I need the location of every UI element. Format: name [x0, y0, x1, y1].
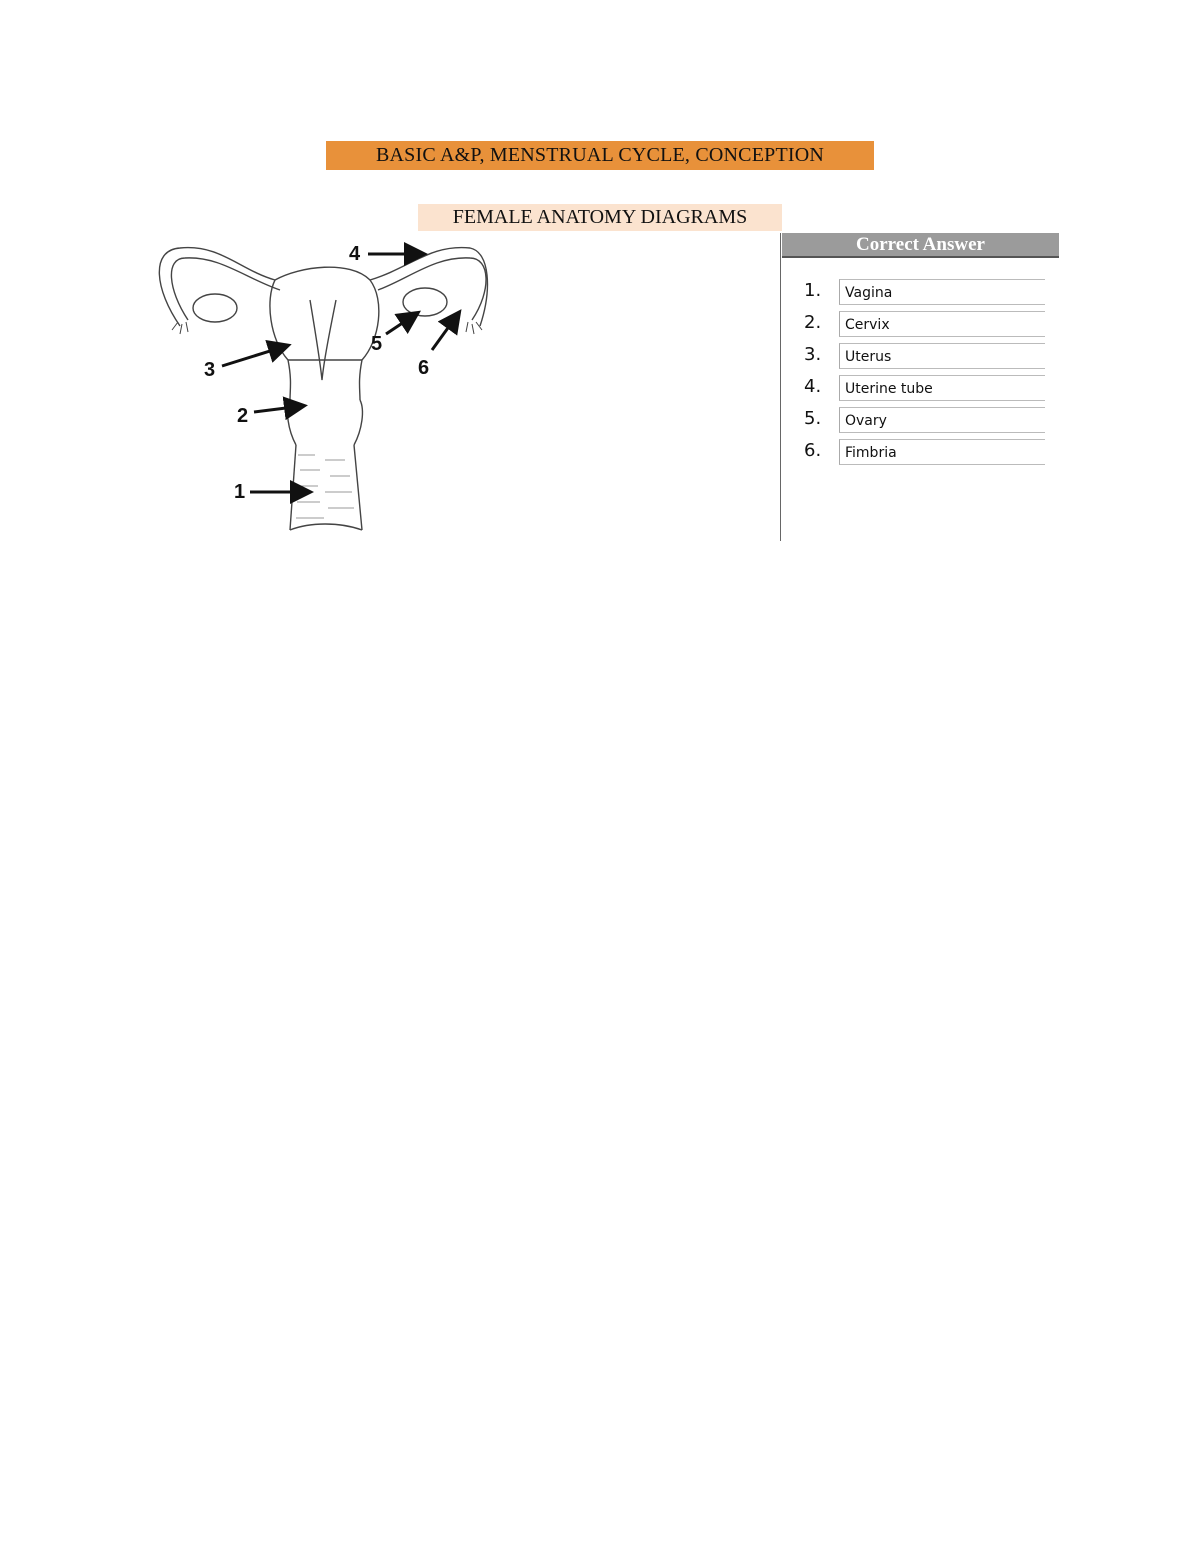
correct-answer-heading: Correct Answer	[782, 233, 1059, 258]
page-title: BASIC A&P, MENSTRUAL CYCLE, CONCEPTION	[326, 141, 874, 170]
answer-field[interactable]: Uterus	[839, 343, 1045, 369]
fimbriae	[172, 322, 482, 334]
diagram-label-2: 2	[237, 405, 249, 427]
answer-row	[780, 405, 1060, 435]
answer-row	[780, 277, 1060, 307]
answer-row	[780, 309, 1060, 339]
diagram-label-4: 4	[349, 243, 361, 265]
answer-row	[780, 437, 1060, 467]
answer-number: 3.	[804, 344, 822, 365]
answer-field[interactable]: Cervix	[839, 311, 1045, 337]
female-anatomy-diagram	[140, 230, 520, 540]
diagram-label-1: 1	[234, 481, 246, 503]
answer-number: 5.	[804, 408, 822, 429]
answer-field[interactable]: Ovary	[839, 407, 1045, 433]
answer-field[interactable]: Vagina	[839, 279, 1045, 305]
diagram-label-6: 6	[418, 357, 430, 379]
answer-number: 6.	[804, 440, 822, 461]
answer-row	[780, 373, 1060, 403]
answer-row	[780, 341, 1060, 371]
answer-field[interactable]: Fimbria	[839, 439, 1045, 465]
diagram-label-3: 3	[204, 359, 216, 381]
vagina-texture	[296, 455, 354, 518]
answer-field[interactable]: Uterine tube	[839, 375, 1045, 401]
answer-number: 1.	[804, 280, 822, 301]
ovaries	[193, 288, 447, 322]
answer-number: 2.	[804, 312, 822, 333]
section-subtitle: FEMALE ANATOMY DIAGRAMS	[418, 204, 782, 231]
answer-number: 4.	[804, 376, 822, 397]
uterus-outline	[159, 248, 487, 530]
diagram-label-5: 5	[371, 333, 383, 355]
correct-answer-panel	[780, 233, 1060, 541]
